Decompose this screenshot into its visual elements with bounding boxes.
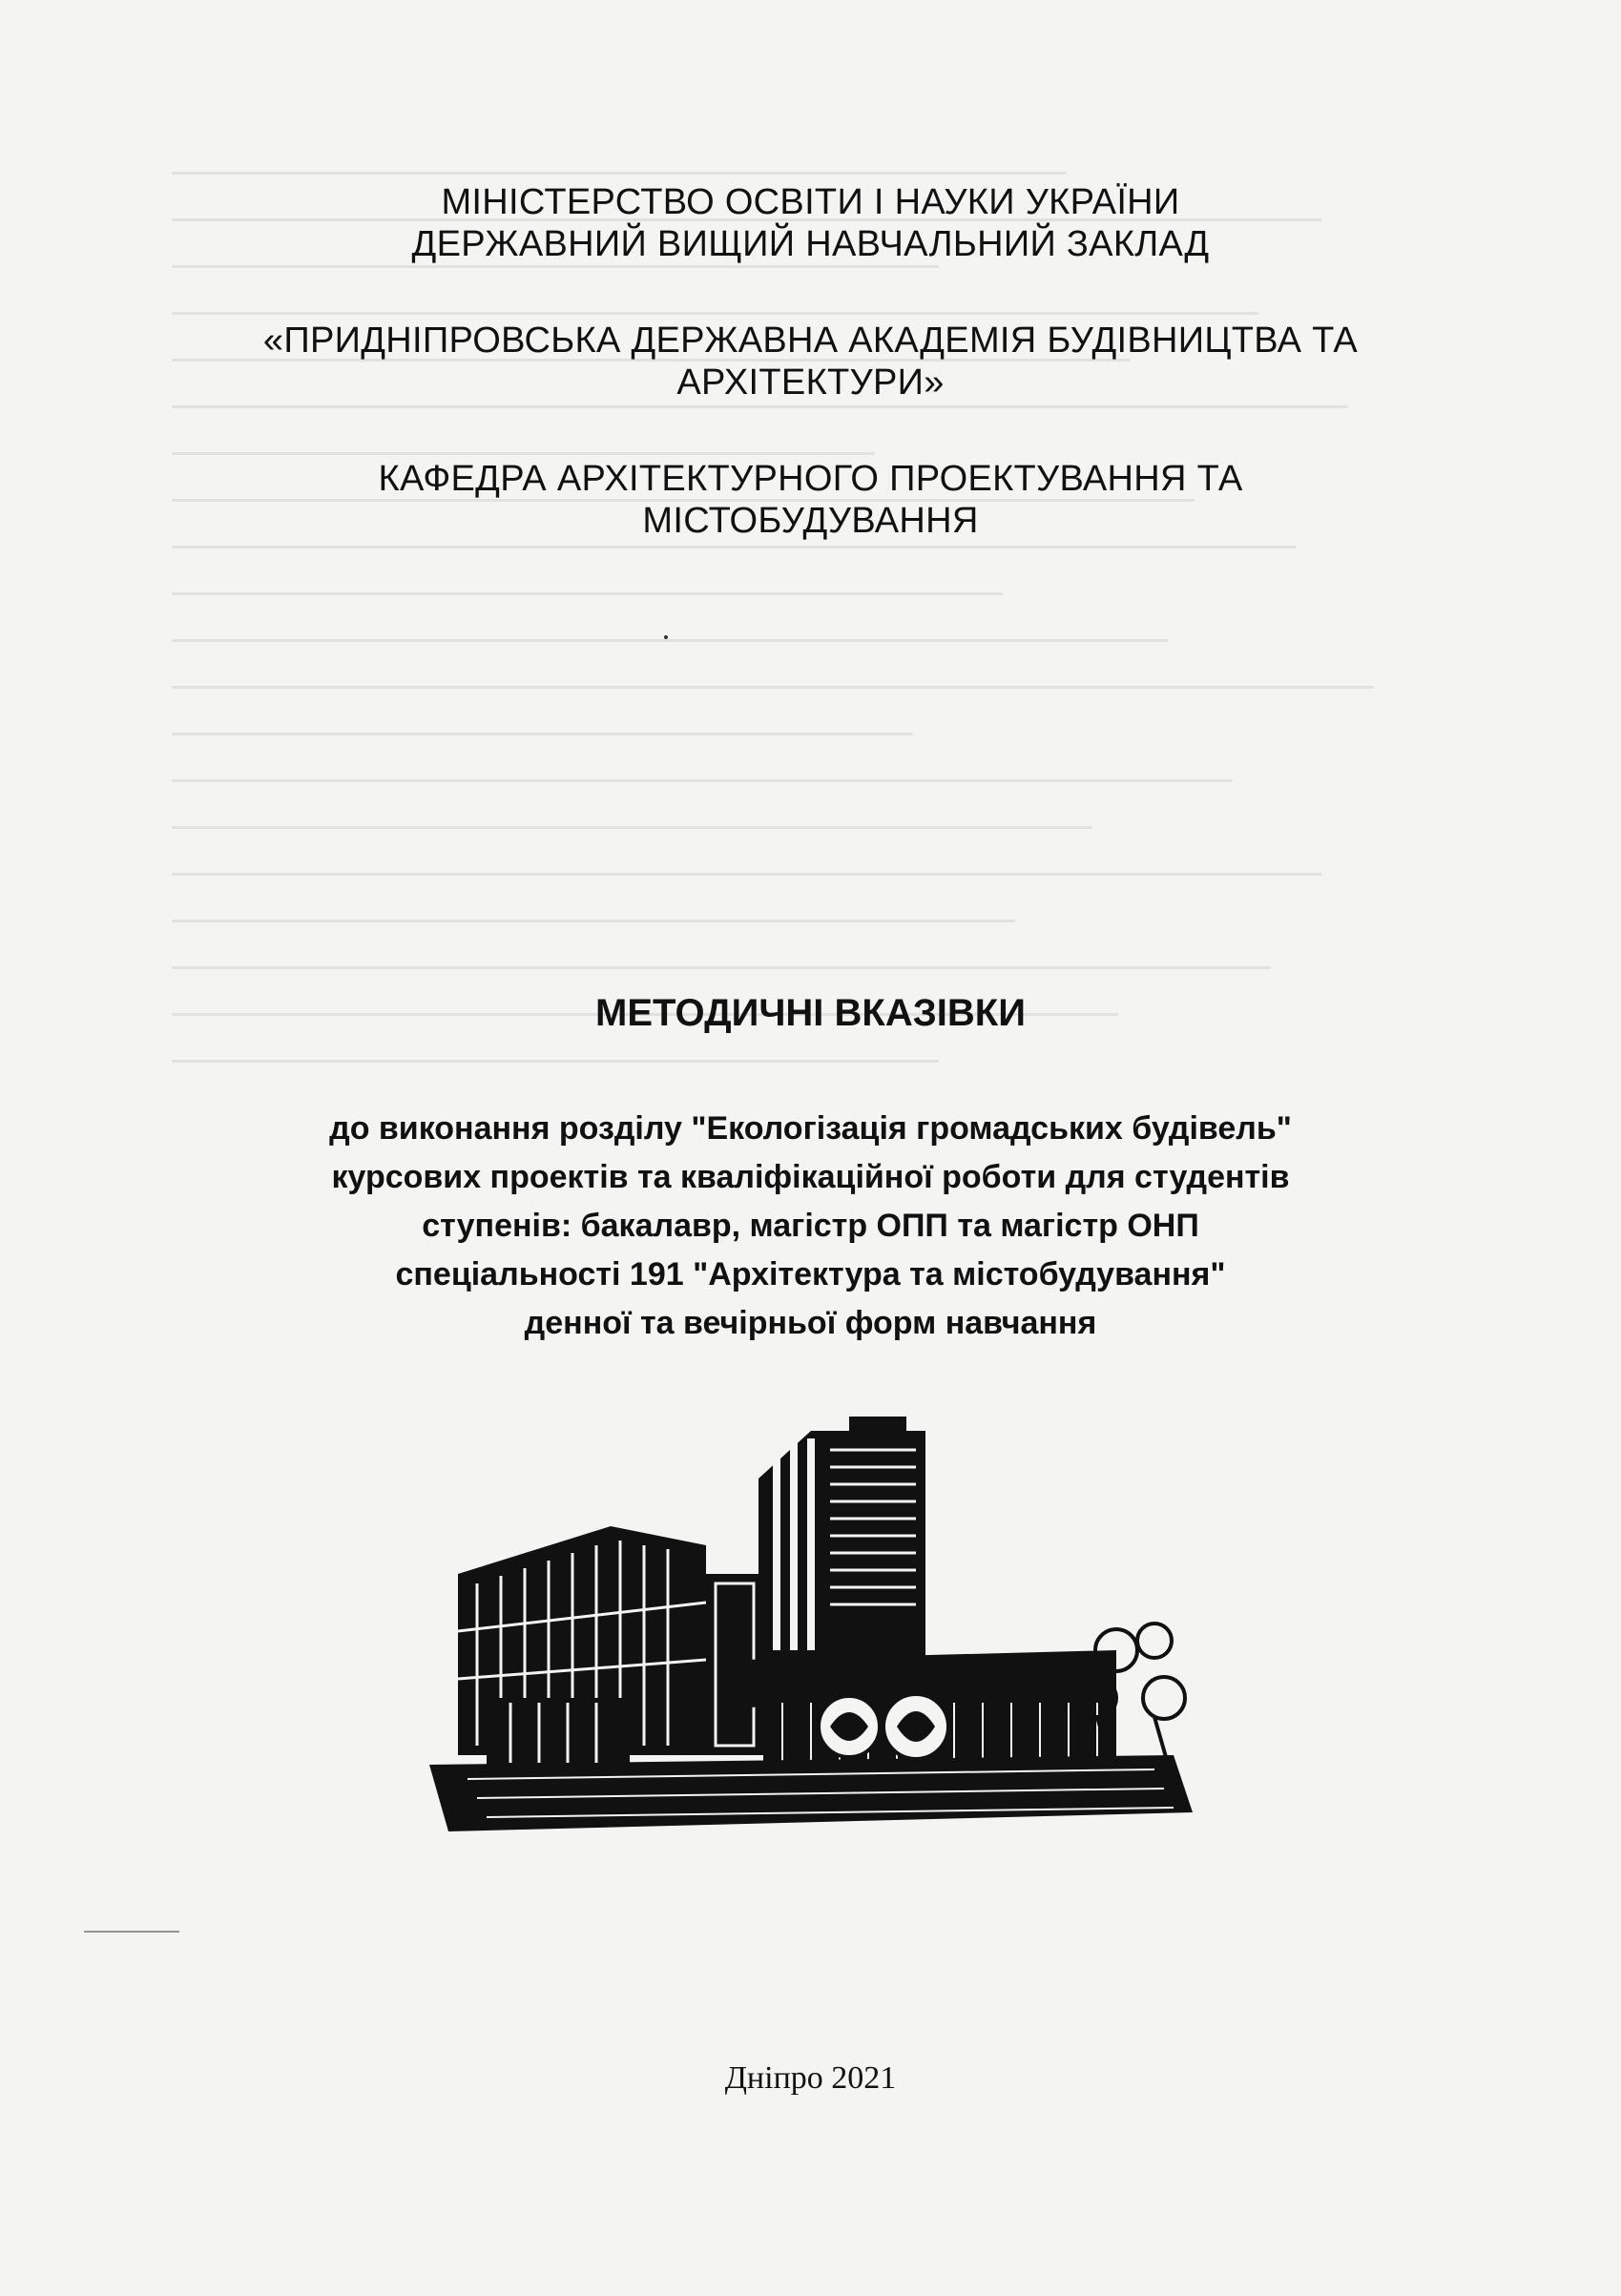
subtitle-line: до виконання розділу "Екологізація громадських будівель" [329,1110,1292,1147]
stray-mark [664,635,668,639]
subtitle-line: курсових проектів та кваліфікаційної роботи для студентів [331,1159,1290,1195]
document-title: МЕТОДИЧНІ ВКАЗІВКИ [595,992,1026,1034]
department-line: МІСТОБУДУВАННЯ [642,501,979,541]
document-subtitle [0,1105,1621,1348]
ministry-line: МІНІСТЕРСТВО ОСВІТИ І НАУКИ УКРАЇНИ [441,182,1180,222]
stray-mark [84,1931,179,1933]
academy-heading [0,320,1621,403]
department-line: КАФЕДРА АРХІТЕКТУРНОГО ПРОЕКТУВАННЯ ТА [378,459,1243,499]
ministry-line: ДЕРЖАВНИЙ ВИЩИЙ НАВЧАЛЬНИЙ ЗАКЛАД [411,224,1210,264]
academy-building-drawing-icon [429,1412,1212,1841]
academy-line: АРХІТЕКТУРИ» [676,362,945,403]
department-heading [0,458,1621,542]
subtitle-line: денної та вечірньої форм навчання [524,1305,1097,1341]
place-year: Дніпро 2021 [724,2060,897,2096]
academy-line: «ПРИДНІПРОВСЬКА ДЕРЖАВНА АКАДЕМІЯ БУДІВНИЦТВА ТА [262,321,1359,361]
subtitle-line: ступенів: бакалавр, магістр ОПП та магістр ОНП [422,1208,1199,1244]
subtitle-line: спеціальності 191 "Архітектура та містобудування" [395,1256,1226,1293]
ministry-heading [0,181,1621,265]
